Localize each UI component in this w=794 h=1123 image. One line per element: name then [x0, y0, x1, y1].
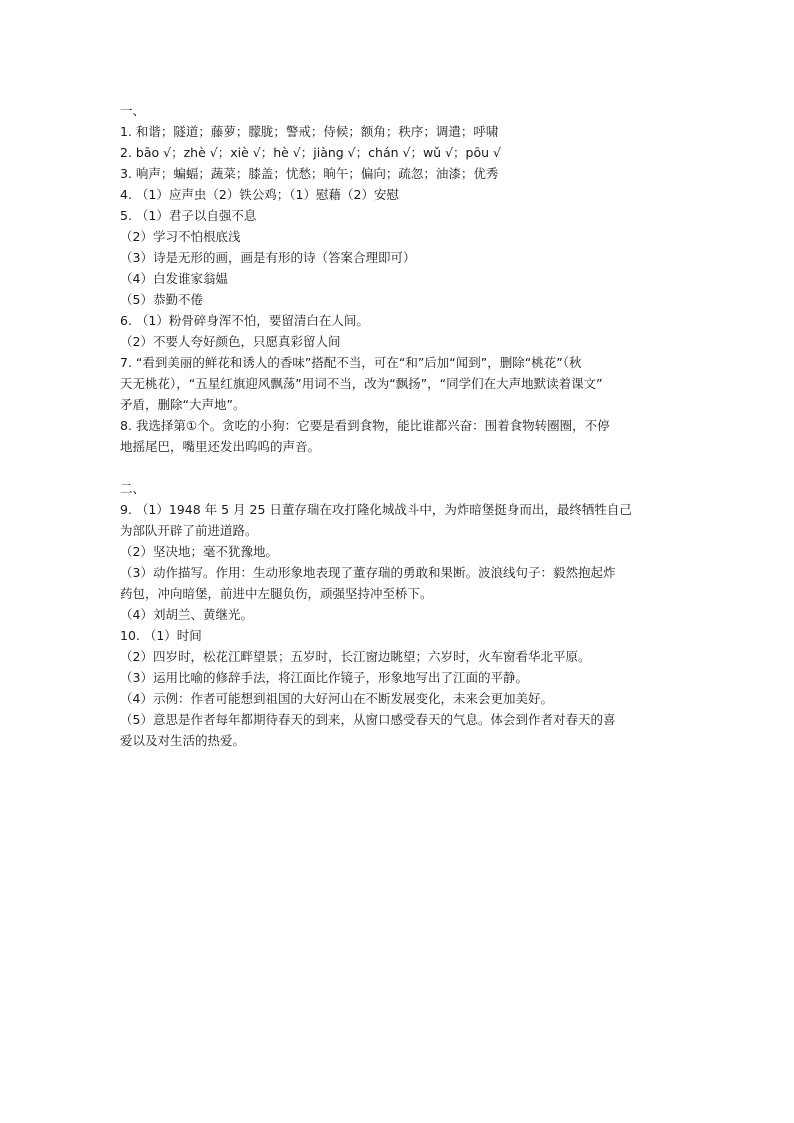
answer-4: 4. （1）应声虫（2）铁公鸡；（1）慰藉（2）安慰 [120, 187, 399, 202]
answer-5-4: （4）白发谁家翁媪 [120, 271, 228, 286]
answer-9-3-line-1: （3）动作描写。作用：生动形象地表现了董存瑞的勇敢和果断。波浪线句子：毅然抱起炸 [120, 565, 616, 580]
answer-10-5-line-1: （5）意思是作者每年都期待春天的到来，从窗口感受春天的气息。体会到作者对春天的喜 [120, 712, 616, 727]
section-two [120, 478, 680, 751]
section-one-heading: 一、 [120, 103, 146, 118]
answer-9-3-line-2: 药包，冲向暗堡，前进中左腿负伤，顽强坚持冲至桥下。 [120, 586, 433, 601]
answer-10-5-line-2: 爱以及对生活的热爱。 [120, 733, 246, 748]
answer-1: 1. 和谐；隧道；藤萝；朦胧；警戒；侍候；额角；秩序；调遣；呼啸 [120, 124, 499, 139]
answer-2: 2. bāo √；zhè √；xiè √；hè √；jiàng √；chán √；wǔ √；pōu √ [120, 145, 501, 160]
answer-5-5: （5）恭勤不倦 [120, 292, 203, 307]
section-two-heading: 二、 [120, 481, 146, 496]
answer-10-2: （2）四岁时，松花江畔望景；五岁时，长江窗边眺望；六岁时，火车窗看华北平原。 [120, 649, 591, 664]
answer-10-3: （3）运用比喻的修辞手法，将江面比作镜子，形象地写出了江面的平静。 [120, 670, 528, 685]
answer-8-line-1: 8. 我选择第①个。贪吃的小狗：它要是看到食物，能比谁都兴奋：围着食物转圈圈，不停 [120, 418, 610, 433]
answer-9-2: （2）坚决地；毫不犹豫地。 [120, 544, 278, 559]
answer-9-1-line-1: 9. （1）1948 年 5 月 25 日董存瑞在攻打隆化城战斗中，为炸暗堡挺身而出，最终牺牲自己 [120, 502, 632, 517]
answer-8-line-2: 地摇尾巴，嘴里还发出呜呜的声音。 [120, 439, 321, 454]
answer-10-4: （4）示例：作者可能想到祖国的大好河山在不断发展变化，未来会更加美好。 [120, 691, 553, 706]
answer-7-line-3: 矛盾，删除“大声地”。 [120, 397, 246, 412]
answer-5-3: （3）诗是无形的画，画是有形的诗（答案合理即可） [120, 250, 416, 265]
answer-6-2: （2）不要人夸好颜色，只愿真彩留人间 [120, 334, 341, 349]
answer-7-line-1: 7. “看到美丽的鲜花和诱人的香味”搭配不当，可在“和”后加“闻到”，删除“桃花”（秋 [120, 355, 582, 370]
answer-9-4: （4）刘胡兰、黄继光。 [120, 607, 253, 622]
section-one [120, 100, 680, 457]
answer-sheet [120, 100, 680, 751]
answer-10-1: 10. （1）时间 [120, 628, 202, 643]
answer-9-1-line-2: 为部队开辟了前进道路。 [120, 523, 258, 538]
answer-6-1: 6. （1）粉骨碎身浑不怕，要留清白在人间。 [120, 313, 369, 328]
answer-3: 3. 响声；蝙蝠；蔬菜；膝盖；忧愁；晌午；偏向；疏忽；油漆；优秀 [120, 166, 499, 181]
answer-5-2: （2）学习不怕根底浅 [120, 229, 241, 244]
answer-5-1: 5. （1）君子以自强不息 [120, 208, 257, 223]
section-spacer [120, 457, 680, 478]
answer-7-line-2: 天无桃花），“五星红旗迎风飘荡”用词不当，改为“飘扬”，“同学们在大声地默读着课文” [120, 376, 603, 391]
